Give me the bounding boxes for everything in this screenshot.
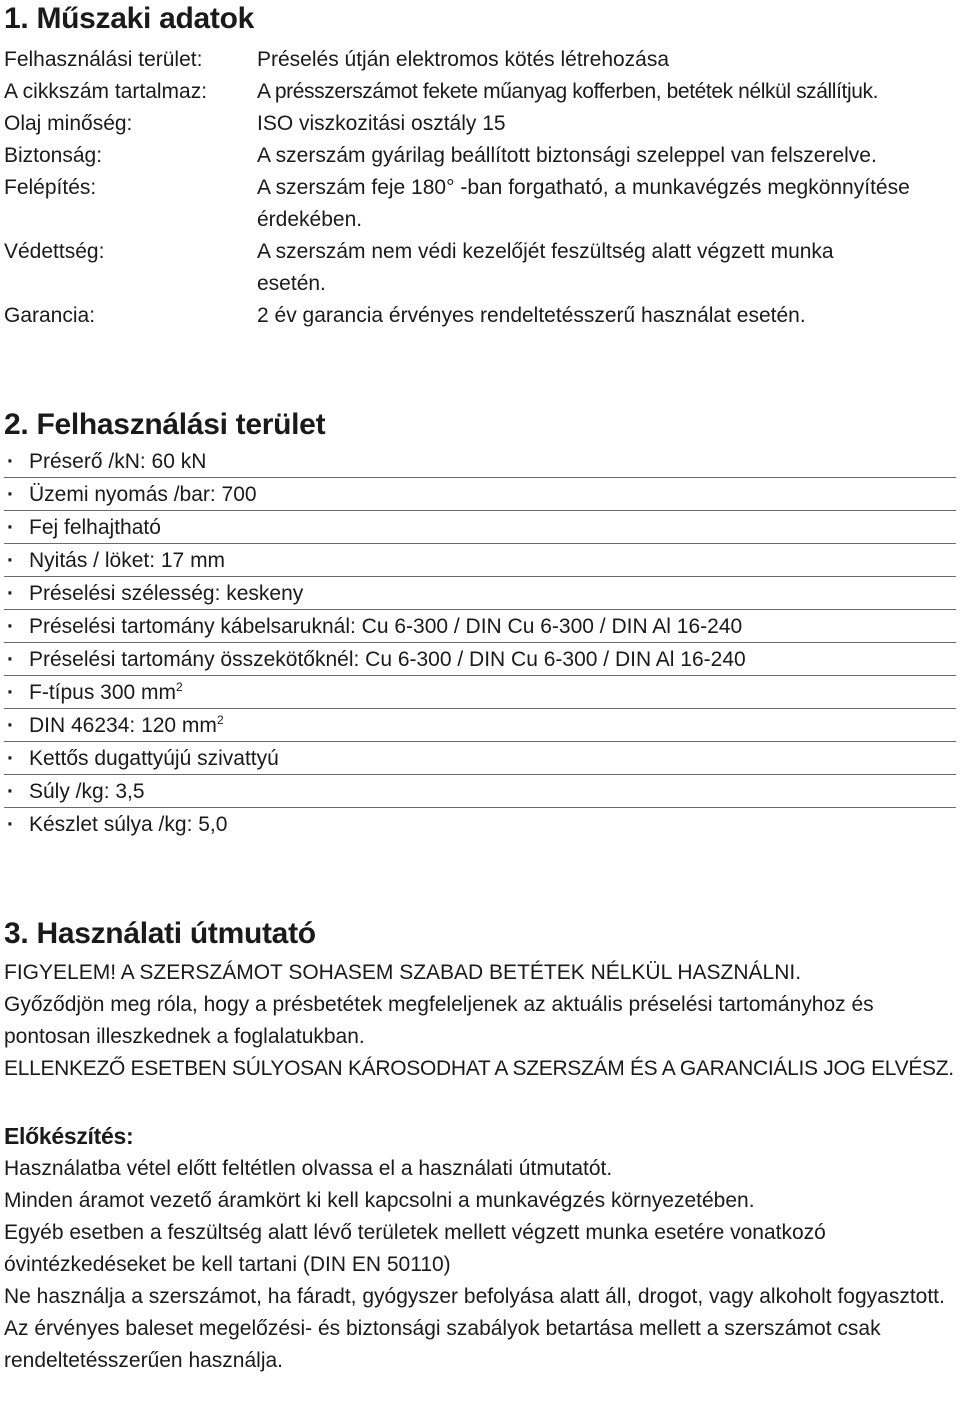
bullet-icon: · (7, 482, 14, 506)
bullet-icon: · (7, 746, 14, 770)
list-item (4, 710, 956, 742)
spec-value: A szerszám gyárilag beállított biztonsági szeleppel van felszerelve. (257, 144, 877, 167)
preparation-line: Minden áramot vezető áramkört ki kell kapcsolni a munkavégzés környezetében. (4, 1189, 755, 1212)
spec-value: ISO viszkozitási osztály 15 (257, 112, 506, 135)
list-item (4, 776, 956, 808)
warning-line: ELLENKEZŐ ESETBEN SÚLYOSAN KÁROSODHAT A SZERSZÁM ÉS A GARANCIÁLIS JOG ELVÉSZ. (4, 1057, 954, 1080)
preparation-line: Használatba vétel előtt feltétlen olvassa el a használati útmutatót. (4, 1157, 613, 1180)
list-item (4, 743, 956, 775)
bullet-icon: · (7, 449, 14, 473)
feature-list (4, 446, 956, 841)
instruction-paragraph: Győződjön meg róla, hogy a présbetétek megfeleljenek az aktuális préselési tartományhoz és pontosan illeszkednek a foglalatukban. (4, 993, 874, 1048)
list-item (4, 446, 956, 478)
spec-row-construction (4, 172, 956, 236)
spec-row-warranty (4, 300, 956, 332)
preparation-line: Ne használja a szerszámot, ha fáradt, gyógyszer befolyása alatt áll, drogot, vagy alkoholt fogyasztott. (4, 1285, 945, 1308)
bullet-icon: · (7, 515, 14, 539)
bullet-icon: · (7, 548, 14, 572)
spec-row-package-contents (4, 76, 956, 108)
spec-label: Felépítés: (4, 176, 97, 199)
warning-line: FIGYELEM! A SZERSZÁMOT SOHASEM SZABAD BETÉTEK NÉLKÜL HASZNÁLNI. (4, 961, 802, 984)
section-2-title: 2. Felhasználási terület (4, 408, 326, 441)
superscript-squared: 2 (216, 712, 224, 727)
list-item (4, 611, 956, 643)
list-item-main-text: DIN 46234: 120 mm (29, 713, 217, 737)
list-item (4, 512, 956, 544)
list-item-text: Üzemi nyomás /bar: 700 (29, 482, 257, 506)
usage-instructions (4, 957, 954, 1085)
bullet-icon: · (7, 581, 14, 605)
list-item (4, 545, 956, 577)
section-1-title: 1. Műszaki adatok (4, 2, 254, 35)
bullet-icon: · (7, 614, 14, 638)
list-item-text: Készlet súlya /kg: 5,0 (29, 812, 228, 836)
list-item-main-text: F-típus 300 mm (29, 680, 177, 704)
list-item-text: Fej felhajtható (29, 515, 161, 539)
list-item-text: Préselési tartomány kábelsaruknál: Cu 6-300 / DIN Cu 6-300 / DIN Al 16-240 (29, 614, 743, 638)
bullet-icon: · (7, 812, 14, 836)
list-item-text (29, 681, 183, 705)
list-item-text (29, 714, 224, 738)
list-item-text: Préselési tartomány összekötőknél: Cu 6-300 / DIN Cu 6-300 / DIN Al 16-240 (29, 647, 746, 671)
list-item-text: Préselési szélesség: keskeny (29, 581, 304, 605)
spec-row-safety (4, 140, 956, 172)
spec-value: 2 év garancia érvényes rendeltetésszerű használat esetén. (257, 304, 806, 327)
spec-row-oil-quality (4, 108, 956, 140)
spec-label: A cikkszám tartalmaz: (4, 80, 208, 103)
bullet-icon: · (7, 647, 14, 671)
preparation-line: Az érvényes baleset megelőzési- és biztonsági szabályok betartása mellett a szerszámot csak rendeltetésszerűen használja. (4, 1317, 881, 1372)
spec-label: Biztonság: (4, 144, 103, 167)
preparation-instructions (4, 1153, 954, 1377)
bullet-icon: · (7, 713, 14, 737)
spec-row-application-area (4, 44, 956, 76)
list-item (4, 644, 956, 676)
spec-value: A szerszám feje 180° -ban forgatható, a munkavégzés megkönnyítése érdekében. (257, 176, 910, 231)
spec-label: Olaj minőség: (4, 112, 133, 135)
technical-data-table (4, 44, 956, 332)
spec-label: Felhasználási terület: (4, 48, 203, 71)
spec-value: A présszerszámot fekete műanyag kofferben, betétek nélkül szállítjuk. (257, 80, 879, 103)
spec-value: Préselés útján elektromos kötés létrehozása (257, 48, 670, 71)
list-item (4, 479, 956, 511)
spec-value: A szerszám nem védi kezelőjét feszültség alatt végzett munka esetén. (257, 240, 834, 295)
preparation-line: Egyéb esetben a feszültség alatt lévő területek mellett végzett munka esetére vonatkozó óvintézkedéseket be kell tartani (DIN EN 50110) (4, 1221, 826, 1276)
spec-row-protection (4, 236, 956, 300)
spec-label: Garancia: (4, 304, 96, 327)
list-item-text: Súly /kg: 3,5 (29, 779, 145, 803)
list-item-text: Nyitás / löket: 17 mm (29, 548, 226, 572)
bullet-icon: · (7, 779, 14, 803)
list-item-text: Kettős dugattyújú szivattyú (29, 746, 279, 770)
list-item (4, 578, 956, 610)
section-3-title: 3. Használati útmutató (4, 917, 316, 950)
preparation-title: Előkészítés: (4, 1123, 134, 1149)
superscript-squared: 2 (176, 679, 183, 694)
spec-label: Védettség: (4, 240, 105, 263)
list-item (4, 809, 956, 840)
list-item (4, 677, 956, 709)
bullet-icon: · (7, 680, 14, 704)
list-item-text: Préserő /kN: 60 kN (29, 449, 207, 473)
